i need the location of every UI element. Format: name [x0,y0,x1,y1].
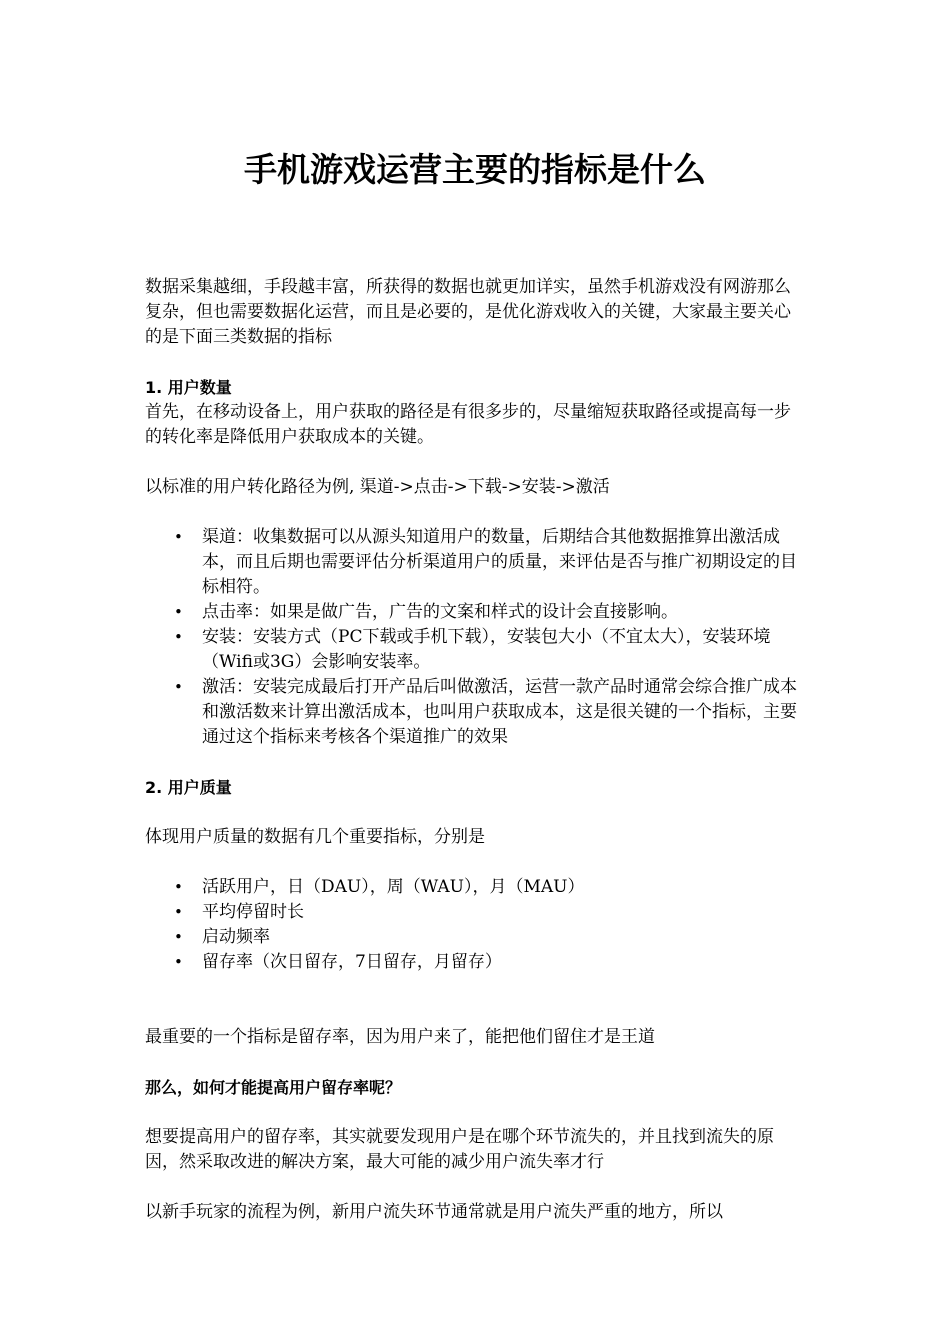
retention-note: 最重要的一个指标是留存率，因为用户来了，能把他们留住才是王道 [145,1027,655,1047]
list-item-text: 启动频率 [202,927,270,947]
list-item [145,875,805,900]
document-body [145,275,805,1225]
list-item [145,625,805,675]
bullet-icon: • [174,928,183,946]
intro-paragraph: 数据采集越细，手段越丰富，所获得的数据也就更加详实，虽然手机游戏没有网游那么复杂，但也需要数据化运营，而且是必要的，是优化游戏收入的关键，大家最主要关心的是下面三类数据的指标 [145,277,791,347]
list-item [145,925,805,950]
list-item-text: 渠道：收集数据可以从源头知道用户的数量，后期结合其他数据推算出激活成本，而且后期也需要评估分析渠道用户的质量，来评估是否与推广初期设定的目标相符。 [202,527,797,597]
bullet-icon: • [174,528,183,546]
bullet-icon: • [174,903,183,921]
conversion-path-paragraph: 以标准的用户转化路径为例, 渠道->点击->下载->安装->激活 [145,477,610,497]
list-item [145,525,805,600]
list-item-text: 留存率（次日留存，7日留存，月留存） [202,952,502,972]
bullet-icon: • [174,953,183,971]
list-item-text: 点击率：如果是做广告，广告的文案和样式的设计会直接影响。 [202,602,678,622]
bullet-icon: • [174,878,183,896]
section1-paragraph: 首先，在移动设备上，用户获取的路径是有很多步的，尽量缩短获取路径或提高每一步的转化率是降低用户获取成本的关键。 [145,402,791,447]
bullet-icon: • [174,603,183,621]
list-item [145,950,805,975]
question-heading: 那么，如何才能提高用户留存率呢？ [145,1078,402,1097]
list-item-text: 活跃用户，日（DAU），周（WAU），月（MAU） [202,877,585,897]
answer-paragraph: 想要提高用户的留存率，其实就要发现用户是在哪个环节流失的，并且找到流失的原因，然采取改进的解决方案，最大可能的减少用户流失率才行 [145,1127,774,1172]
quality-bullet-list [145,875,805,975]
last-paragraph: 以新手玩家的流程为例，新用户流失环节通常就是用户流失严重的地方，所以 [145,1202,723,1222]
list-item-text: 平均停留时长 [202,902,304,922]
section-heading-user-count: 1. 用户数量 [145,378,232,397]
list-item [145,900,805,925]
conversion-bullet-list [145,525,805,750]
list-item-text: 激活：安装完成最后打开产品后叫做激活，运营一款产品时通常会综合推广成本和激活数来计算出激活成本，也叫用户获取成本，这是很关键的一个指标，主要通过这个指标来考核各个渠道推广的效果 [202,677,797,747]
list-item [145,675,805,750]
list-item-text: 安装：安装方式（PC下载或手机下载），安装包大小（不宜太大），安装环境（Wifi或3G）会影响安装率。 [202,627,771,672]
page-title: 手机游戏运营主要的指标是什么 [244,150,706,189]
bullet-icon: • [174,628,183,646]
list-item [145,600,805,625]
bullet-icon: • [174,678,183,696]
section-heading-user-quality: 2. 用户质量 [145,778,232,797]
section2-paragraph: 体现用户质量的数据有几个重要指标，分别是 [145,827,485,847]
